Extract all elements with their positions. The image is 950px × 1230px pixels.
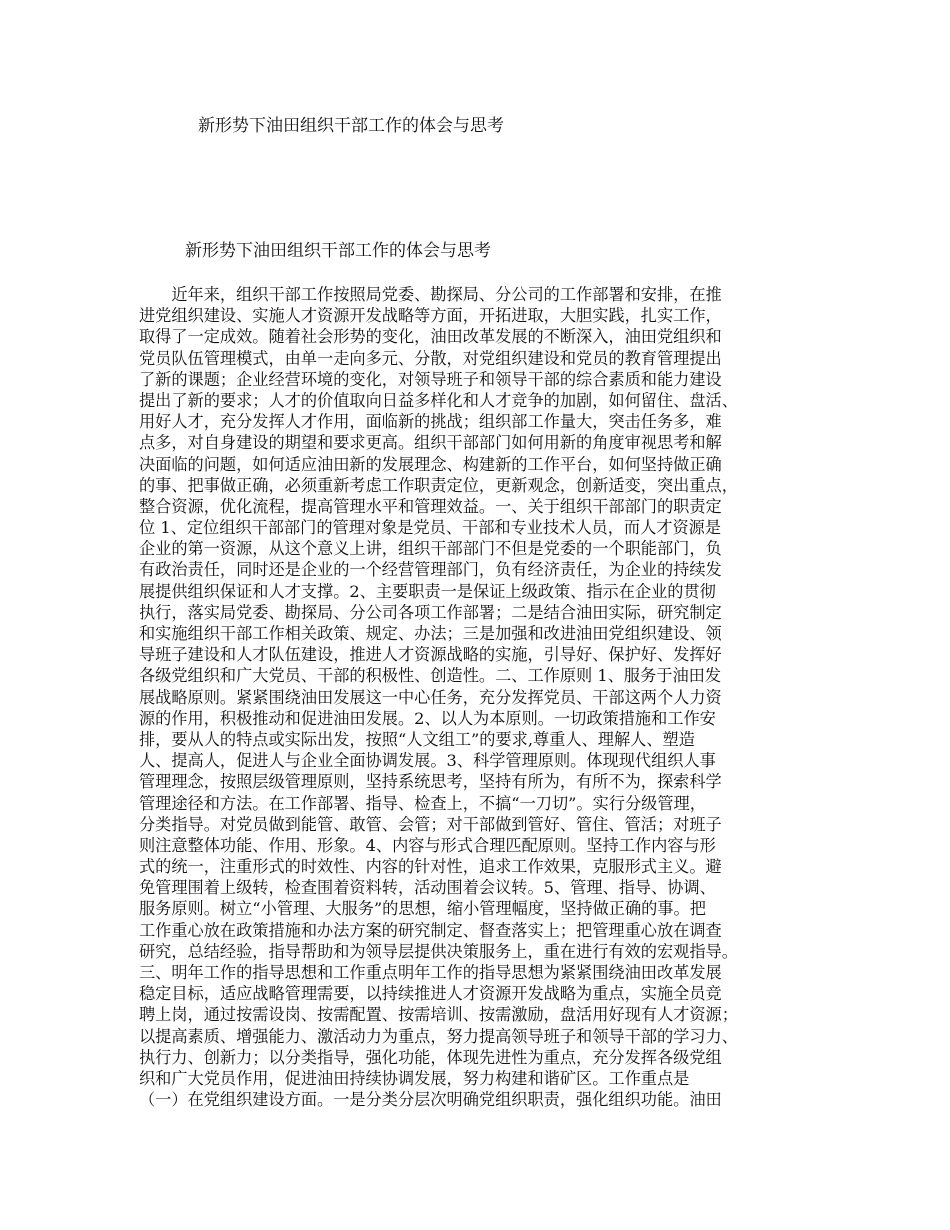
body-text-line: 源的作用，积极推动和促进油田发展。2、以人为本原则。一切政策措施和工作安 — [139, 708, 716, 728]
body-text-line: 导班子建设和人才队伍建设，推进人才资源战略的实施，引导好、保护好、发挥好 — [139, 645, 722, 665]
body-text-line: 稳定目标，适应战略管理需要，以持续推进人才资源开发战略为重点，实施全员竞 — [139, 984, 722, 1004]
document-body — [139, 284, 819, 1110]
body-text-line: 位 1、定位组织干部部门的管理对象是党员、干部和专业技术人员，而人才资源是 — [139, 518, 722, 538]
body-text-line: 排，要从人的特点或实际出发，按照“人文组工”的要求,尊重人、理解人、塑造 — [139, 729, 695, 749]
body-text-line: 和实施组织干部工作相关政策、规定、办法；三是加强和改进油田党组织建设、领 — [139, 624, 722, 643]
body-text-line: 管理理念，按照层级管理原则，坚持系统思考，坚持有所为，有所不为，探索科学 — [139, 772, 722, 792]
body-text-line: 执行，落实局党委、勘探局、分公司各项工作部署；二是结合油田实际，研究制定 — [139, 602, 722, 622]
body-text-line: 用好人才，充分发挥人才作用，面临新的挑战；组织部工作量大，突击任务多，难 — [139, 412, 722, 432]
body-text-line: 展提供组织保证和人才支撑。2、主要职责一是保证上级政策、指示在企业的贯彻 — [139, 581, 716, 601]
body-text-line: 了新的课题；企业经营环境的变化，对领导班子和领导干部的综合素质和能力建设 — [139, 369, 722, 389]
body-text-line: 织和广大党员作用，促进油田持续协调发展，努力构建和谐矿区。工作重点是 — [139, 1068, 690, 1088]
body-text-line: 提出了新的要求；人才的价值取向日益多样化和人才竞争的加剧，如何留住、盘活、 — [139, 390, 738, 410]
body-text-line: 党员队伍管理模式，由单一走向多元、分散，对党组织建设和党员的教育管理提出 — [139, 348, 722, 368]
body-text-line: 管理途径和方法。在工作部署、指导、检查上，不搞“一刀切”。实行分级管理， — [139, 793, 706, 813]
body-text-line: 式的统一，注重形式的时效性、内容的针对性，追求工作效果，克服形式主义。避 — [139, 857, 722, 877]
body-text-line: 取得了一定成效。随着社会形势的变化，油田改革发展的不断深入，油田党组织和 — [139, 327, 722, 347]
body-text-line: 研究，总结经验，指导帮助和为领导层提供决策服务上，重在进行有效的宏观指导。 — [139, 941, 738, 961]
body-text-line: 决面临的问题，如何适应油田新的发展理念、构建新的工作平台，如何坚持做正确 — [139, 454, 722, 474]
document-subtitle: 新形势下油田组织干部工作的体会与思考 — [185, 241, 491, 261]
body-text-line: 有政治责任，同时还是企业的一个经营管理部门，负有经济责任，为企业的持续发 — [139, 560, 722, 580]
body-text-line: 执行力、创新力；以分类指导，强化功能，体现先进性为重点，充分发挥各级党组 — [139, 1047, 722, 1067]
body-text-line: （一）在党组织建设方面。一是分类分层次明确党组织职责，强化组织功能。油田 — [139, 1090, 722, 1110]
body-text-line: 则注意整体功能、作用、形象。4、内容与形式合理匹配原则。坚持工作内容与形 — [139, 835, 716, 855]
body-text-line: 展战略原则。紧紧围绕油田发展这一中心任务，充分发挥党员、干部这两个人力资 — [139, 687, 722, 707]
body-text-line: 工作重心放在政策措施和办法方案的研究制定、督查落实上；把管理重心放在调查 — [139, 920, 722, 940]
body-text-line: 分类指导。对党员做到能管、敢管、会管；对干部做到管好、管住、管活；对班子 — [139, 814, 722, 834]
body-text-line: 各级党组织和广大党员、干部的积极性、创造性。二、工作原则 1、服务于油田发 — [139, 666, 722, 686]
body-text-line: 人、提高人，促进人与企业全面协调发展。3、科学管理原则。体现现代组织人事 — [139, 751, 716, 771]
body-text-line: 的事、把事做正确，必须重新考虑工作职责定位，更新观念，创新适变，突出重点， — [139, 475, 738, 495]
document-title: 新形势下油田组织干部工作的体会与思考 — [198, 116, 504, 136]
body-text-line: 点多，对自身建设的期望和要求更高。组织干部部门如何用新的角度审视思考和解 — [139, 433, 722, 453]
body-text-line: 企业的第一资源，从这个意义上讲，组织干部部门不但是党委的一个职能部门，负 — [139, 539, 722, 559]
body-text-line: 三、明年工作的指导思想和工作重点明年工作的指导思想为紧紧围绕油田改革发展 — [139, 963, 722, 982]
body-text-line: 整合资源，优化流程，提高管理水平和管理效益。一、关于组织干部部门的职责定 — [139, 496, 722, 516]
body-text-line: 免管理围着上级转，检查围着资料转，活动围着会议转。5、管理、指导、协调、 — [139, 878, 716, 898]
body-text-line: 进党组织建设、实施人才资源开发战略等方面，开拓进取，大胆实践，扎实工作， — [139, 306, 722, 326]
body-text-line: 服务原则。树立“小管理、大服务”的思想，缩小管理幅度，坚持做正确的事。把 — [139, 899, 706, 919]
body-text-line: 聘上岗，通过按需设岗、按需配置、按需培训、按需激励，盘活用好现有人才资源； — [139, 1005, 738, 1025]
body-text-line: 近年来，组织干部工作按照局党委、勘探局、分公司的工作部署和安排，在推 — [139, 285, 722, 304]
body-text-line: 以提高素质、增强能力、激活动力为重点，努力提高领导班子和领导干部的学习力、 — [139, 1026, 738, 1046]
